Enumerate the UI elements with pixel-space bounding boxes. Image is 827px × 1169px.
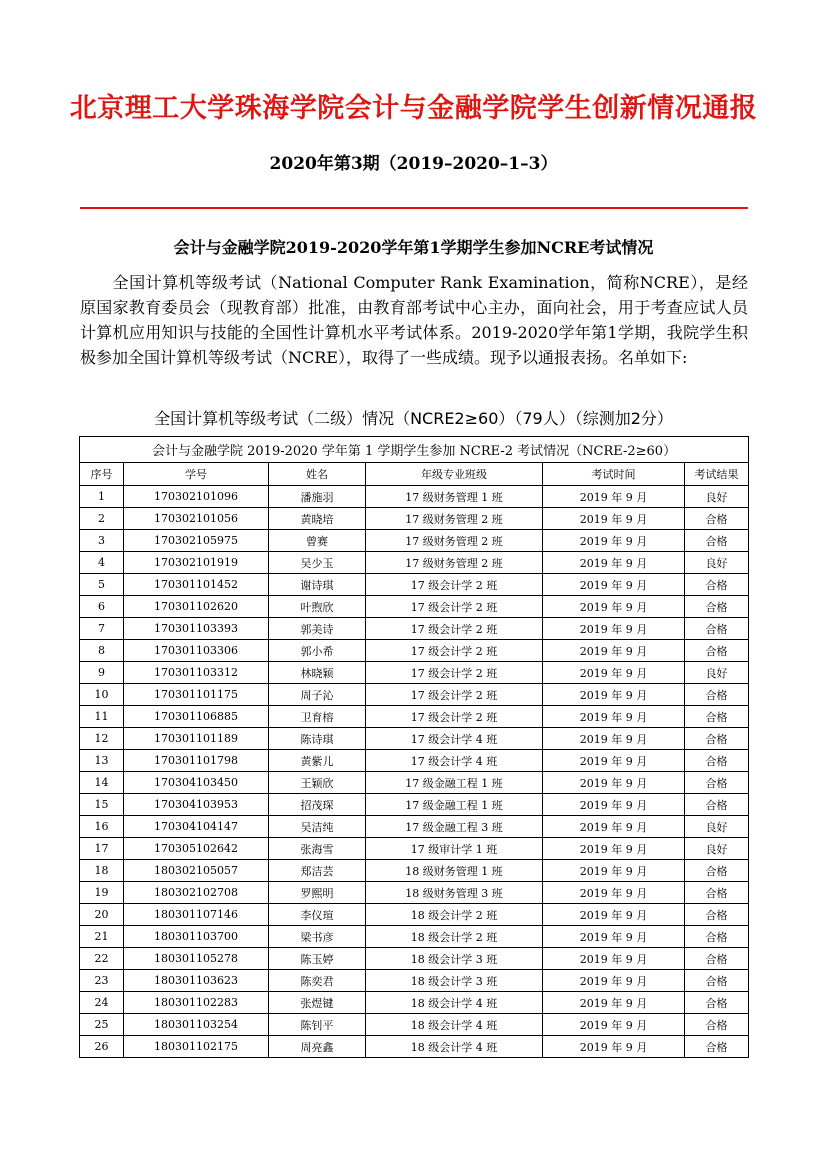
cell-exam-time: 2019 年 9 月 xyxy=(543,530,685,552)
cell-exam-time: 2019 年 9 月 xyxy=(543,552,685,574)
cell-student-id: 170301102620 xyxy=(124,596,269,618)
results-table xyxy=(79,436,749,1058)
table-row xyxy=(80,706,749,728)
table-row xyxy=(80,486,749,508)
cell-name: 郭美诗 xyxy=(269,618,366,640)
cell-exam-time: 2019 年 9 月 xyxy=(543,596,685,618)
cell-student-id: 170301106885 xyxy=(124,706,269,728)
cell-student-id: 180301105278 xyxy=(124,948,269,970)
cell-name: 黄紫儿 xyxy=(269,750,366,772)
cell-index: 20 xyxy=(80,904,124,926)
cell-index: 6 xyxy=(80,596,124,618)
cell-index: 12 xyxy=(80,728,124,750)
cell-exam-time: 2019 年 9 月 xyxy=(543,486,685,508)
cell-result: 合格 xyxy=(685,640,749,662)
cell-index: 4 xyxy=(80,552,124,574)
cell-result: 合格 xyxy=(685,508,749,530)
table-row xyxy=(80,618,749,640)
cell-class: 17 级会计学 2 班 xyxy=(366,662,543,684)
cell-exam-time: 2019 年 9 月 xyxy=(543,772,685,794)
cell-class: 18 级会计学 4 班 xyxy=(366,1036,543,1058)
cell-name: 黄晓培 xyxy=(269,508,366,530)
header-class: 年级专业班级 xyxy=(366,463,543,486)
cell-class: 17 级财务管理 2 班 xyxy=(366,508,543,530)
cell-exam-time: 2019 年 9 月 xyxy=(543,574,685,596)
cell-exam-time: 2019 年 9 月 xyxy=(543,970,685,992)
cell-class: 17 级财务管理 2 班 xyxy=(366,530,543,552)
cell-class: 17 级会计学 4 班 xyxy=(366,750,543,772)
cell-index: 25 xyxy=(80,1014,124,1036)
table-row xyxy=(80,970,749,992)
cell-result: 合格 xyxy=(685,794,749,816)
cell-result: 合格 xyxy=(685,904,749,926)
section-heading: 会计与金融学院2019-2020学年第1学期学生参加NCRE考试情况 xyxy=(173,238,654,257)
cell-result: 良好 xyxy=(685,838,749,860)
cell-index: 24 xyxy=(80,992,124,1014)
cell-index: 9 xyxy=(80,662,124,684)
header-index: 序号 xyxy=(80,463,124,486)
cell-index: 5 xyxy=(80,574,124,596)
cell-student-id: 170304103450 xyxy=(124,772,269,794)
cell-student-id: 170301103312 xyxy=(124,662,269,684)
cell-student-id: 170301101452 xyxy=(124,574,269,596)
cell-name: 李仪瑄 xyxy=(269,904,366,926)
table-row xyxy=(80,750,749,772)
cell-student-id: 180301103254 xyxy=(124,1014,269,1036)
cell-name: 周子沁 xyxy=(269,684,366,706)
cell-student-id: 170301103393 xyxy=(124,618,269,640)
cell-result: 合格 xyxy=(685,728,749,750)
cell-result: 合格 xyxy=(685,618,749,640)
cell-result: 合格 xyxy=(685,992,749,1014)
table-row xyxy=(80,816,749,838)
header-exam-time: 考试时间 xyxy=(543,463,685,486)
cell-exam-time: 2019 年 9 月 xyxy=(543,618,685,640)
cell-result: 合格 xyxy=(685,926,749,948)
cell-name: 陈钊平 xyxy=(269,1014,366,1036)
cell-result: 合格 xyxy=(685,1014,749,1036)
table-caption: 全国计算机等级考试（二级）情况（NCRE2≥60）（79人）（综测加2分） xyxy=(154,409,673,428)
table-row xyxy=(80,684,749,706)
cell-class: 18 级会计学 3 班 xyxy=(366,970,543,992)
cell-index: 16 xyxy=(80,816,124,838)
cell-index: 15 xyxy=(80,794,124,816)
cell-student-id: 170304103953 xyxy=(124,794,269,816)
cell-index: 13 xyxy=(80,750,124,772)
cell-class: 18 级会计学 4 班 xyxy=(366,992,543,1014)
cell-index: 1 xyxy=(80,486,124,508)
cell-exam-time: 2019 年 9 月 xyxy=(543,750,685,772)
cell-student-id: 170302101056 xyxy=(124,508,269,530)
cell-name: 郑洁芸 xyxy=(269,860,366,882)
cell-index: 11 xyxy=(80,706,124,728)
cell-student-id: 180301102283 xyxy=(124,992,269,1014)
cell-exam-time: 2019 年 9 月 xyxy=(543,1036,685,1058)
cell-class: 17 级会计学 2 班 xyxy=(366,618,543,640)
cell-class: 17 级金融工程 3 班 xyxy=(366,816,543,838)
results-table-wrapper xyxy=(79,436,749,1058)
cell-name: 罗熙明 xyxy=(269,882,366,904)
cell-result: 合格 xyxy=(685,1036,749,1058)
cell-student-id: 170302101096 xyxy=(124,486,269,508)
cell-exam-time: 2019 年 9 月 xyxy=(543,662,685,684)
table-row xyxy=(80,926,749,948)
header-name: 姓名 xyxy=(269,463,366,486)
cell-name: 陈诗琪 xyxy=(269,728,366,750)
table-row xyxy=(80,882,749,904)
cell-name: 吴少玉 xyxy=(269,552,366,574)
cell-index: 21 xyxy=(80,926,124,948)
cell-result: 合格 xyxy=(685,684,749,706)
cell-class: 18 级财务管理 3 班 xyxy=(366,882,543,904)
cell-index: 3 xyxy=(80,530,124,552)
cell-index: 2 xyxy=(80,508,124,530)
cell-name: 周亮鑫 xyxy=(269,1036,366,1058)
cell-class: 17 级会计学 2 班 xyxy=(366,640,543,662)
intro-text: 全国计算机等级考试（National Computer Rank Examination，简称NCRE），是经原国家教育委员会（现教育部）批准，由教育部考试中心主办，面向社会，用于考查应试人员计算机应用知识与技能的全国性计算机水平考试体系。2019-2020学年第1学期，我院学生积极参加全国计算机等级考试（NCRE），取得了一些成绩。现予以通报表扬。名单如下: xyxy=(80,273,748,367)
cell-student-id: 180301102175 xyxy=(124,1036,269,1058)
cell-exam-time: 2019 年 9 月 xyxy=(543,948,685,970)
cell-result: 合格 xyxy=(685,706,749,728)
cell-exam-time: 2019 年 9 月 xyxy=(543,926,685,948)
cell-student-id: 180301103700 xyxy=(124,926,269,948)
cell-exam-time: 2019 年 9 月 xyxy=(543,816,685,838)
table-row xyxy=(80,838,749,860)
cell-class: 17 级会计学 2 班 xyxy=(366,574,543,596)
cell-result: 合格 xyxy=(685,860,749,882)
cell-index: 18 xyxy=(80,860,124,882)
cell-student-id: 170302105975 xyxy=(124,530,269,552)
cell-index: 10 xyxy=(80,684,124,706)
cell-index: 8 xyxy=(80,640,124,662)
cell-class: 18 级会计学 2 班 xyxy=(366,904,543,926)
cell-result: 良好 xyxy=(685,486,749,508)
table-row xyxy=(80,1014,749,1036)
cell-student-id: 170301101798 xyxy=(124,750,269,772)
cell-name: 郭小希 xyxy=(269,640,366,662)
table-row xyxy=(80,640,749,662)
cell-student-id: 170305102642 xyxy=(124,838,269,860)
cell-student-id: 170301101189 xyxy=(124,728,269,750)
header-result: 考试结果 xyxy=(685,463,749,486)
cell-student-id: 170304104147 xyxy=(124,816,269,838)
cell-result: 合格 xyxy=(685,750,749,772)
cell-class: 17 级审计学 1 班 xyxy=(366,838,543,860)
table-row xyxy=(80,662,749,684)
cell-student-id: 180302105057 xyxy=(124,860,269,882)
cell-exam-time: 2019 年 9 月 xyxy=(543,508,685,530)
red-divider xyxy=(80,207,748,209)
table-row xyxy=(80,508,749,530)
table-row xyxy=(80,948,749,970)
cell-result: 良好 xyxy=(685,816,749,838)
cell-result: 合格 xyxy=(685,948,749,970)
intro-paragraph xyxy=(80,270,748,370)
cell-result: 合格 xyxy=(685,970,749,992)
table-row xyxy=(80,574,749,596)
cell-class: 17 级会计学 2 班 xyxy=(366,684,543,706)
cell-result: 合格 xyxy=(685,882,749,904)
cell-class: 17 级会计学 4 班 xyxy=(366,728,543,750)
cell-name: 张海雪 xyxy=(269,838,366,860)
cell-exam-time: 2019 年 9 月 xyxy=(543,706,685,728)
cell-class: 17 级财务管理 2 班 xyxy=(366,552,543,574)
table-row xyxy=(80,860,749,882)
cell-student-id: 170301101175 xyxy=(124,684,269,706)
cell-class: 18 级财务管理 1 班 xyxy=(366,860,543,882)
cell-name: 张煜键 xyxy=(269,992,366,1014)
cell-result: 合格 xyxy=(685,530,749,552)
cell-index: 23 xyxy=(80,970,124,992)
table-row xyxy=(80,596,749,618)
cell-index: 22 xyxy=(80,948,124,970)
cell-class: 17 级会计学 2 班 xyxy=(366,706,543,728)
cell-name: 谢诗琪 xyxy=(269,574,366,596)
table-row xyxy=(80,530,749,552)
cell-name: 潘施羽 xyxy=(269,486,366,508)
cell-exam-time: 2019 年 9 月 xyxy=(543,1014,685,1036)
table-row xyxy=(80,992,749,1014)
table-row xyxy=(80,728,749,750)
cell-result: 良好 xyxy=(685,662,749,684)
cell-name: 招茂琛 xyxy=(269,794,366,816)
cell-index: 14 xyxy=(80,772,124,794)
cell-result: 合格 xyxy=(685,772,749,794)
cell-class: 17 级金融工程 1 班 xyxy=(366,794,543,816)
cell-exam-time: 2019 年 9 月 xyxy=(543,860,685,882)
cell-exam-time: 2019 年 9 月 xyxy=(543,838,685,860)
cell-class: 17 级财务管理 1 班 xyxy=(366,486,543,508)
cell-index: 26 xyxy=(80,1036,124,1058)
cell-name: 叶煦欣 xyxy=(269,596,366,618)
table-row xyxy=(80,1036,749,1058)
cell-name: 王颖欣 xyxy=(269,772,366,794)
cell-exam-time: 2019 年 9 月 xyxy=(543,904,685,926)
cell-class: 17 级金融工程 1 班 xyxy=(366,772,543,794)
cell-index: 17 xyxy=(80,838,124,860)
cell-student-id: 180301103623 xyxy=(124,970,269,992)
cell-index: 7 xyxy=(80,618,124,640)
cell-class: 18 级会计学 2 班 xyxy=(366,926,543,948)
bulletin-title: 北京理工大学珠海学院会计与金融学院学生创新情况通报 xyxy=(69,93,758,124)
cell-name: 卫育榕 xyxy=(269,706,366,728)
table-row xyxy=(80,772,749,794)
table-title: 会计与金融学院 2019-2020 学年第 1 学期学生参加 NCRE-2 考试情况（NCRE-2≥60） xyxy=(80,437,749,463)
cell-name: 林晓颖 xyxy=(269,662,366,684)
cell-exam-time: 2019 年 9 月 xyxy=(543,794,685,816)
cell-index: 19 xyxy=(80,882,124,904)
cell-exam-time: 2019 年 9 月 xyxy=(543,882,685,904)
cell-result: 合格 xyxy=(685,596,749,618)
cell-name: 梁书彦 xyxy=(269,926,366,948)
cell-exam-time: 2019 年 9 月 xyxy=(543,728,685,750)
cell-student-id: 180302102708 xyxy=(124,882,269,904)
cell-result: 良好 xyxy=(685,552,749,574)
cell-student-id: 170302101919 xyxy=(124,552,269,574)
cell-result: 合格 xyxy=(685,574,749,596)
table-body xyxy=(80,486,749,1058)
cell-name: 陈奕君 xyxy=(269,970,366,992)
cell-name: 陈玉婷 xyxy=(269,948,366,970)
cell-class: 18 级会计学 4 班 xyxy=(366,1014,543,1036)
table-row xyxy=(80,904,749,926)
table-row xyxy=(80,794,749,816)
cell-student-id: 180301107146 xyxy=(124,904,269,926)
cell-student-id: 170301103306 xyxy=(124,640,269,662)
cell-name: 吴洁纯 xyxy=(269,816,366,838)
cell-class: 18 级会计学 3 班 xyxy=(366,948,543,970)
cell-exam-time: 2019 年 9 月 xyxy=(543,684,685,706)
table-row xyxy=(80,552,749,574)
cell-exam-time: 2019 年 9 月 xyxy=(543,992,685,1014)
cell-class: 17 级会计学 2 班 xyxy=(366,596,543,618)
header-student-id: 学号 xyxy=(124,463,269,486)
issue-number: 2020年第3期（2019–2020–1–3） xyxy=(269,154,558,174)
cell-exam-time: 2019 年 9 月 xyxy=(543,640,685,662)
cell-name: 曾赛 xyxy=(269,530,366,552)
